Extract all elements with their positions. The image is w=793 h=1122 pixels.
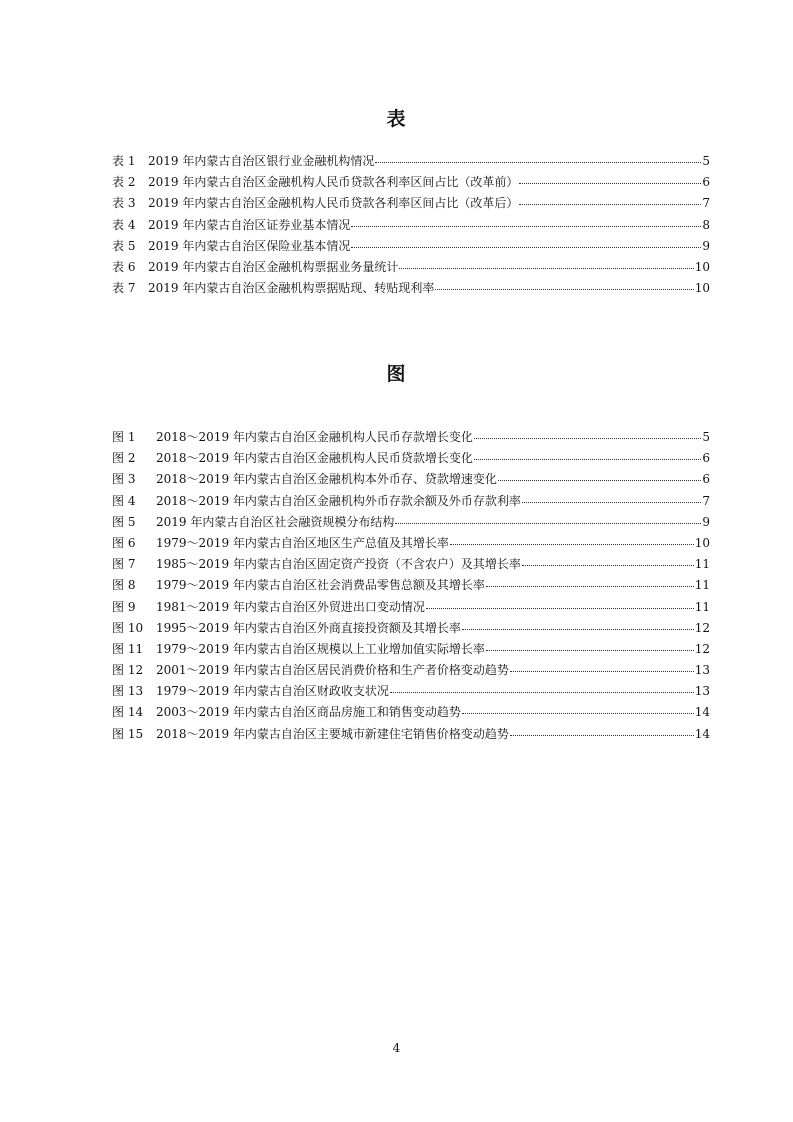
figure-entry-label: 图 2 bbox=[112, 451, 136, 466]
figure-entry-title: 1979～2019 年内蒙古自治区地区生产总值及其增长率 bbox=[156, 535, 449, 550]
table-entry-page: 10 bbox=[694, 259, 710, 274]
figure-entry-title: 1979～2019 年内蒙古自治区社会消费品零售总额及其增长率 bbox=[156, 578, 485, 593]
table-entry[interactable] bbox=[112, 193, 710, 214]
figure-entry-page: 7 bbox=[702, 493, 710, 508]
figure-entry[interactable] bbox=[112, 533, 710, 554]
figure-entry-title: 2018～2019 年内蒙古自治区金融机构人民币存款增长变化 bbox=[156, 430, 473, 444]
table-entry-page: 8 bbox=[702, 217, 710, 232]
dot-leader bbox=[390, 692, 694, 693]
figure-entry[interactable] bbox=[112, 512, 710, 533]
table-entry-page: 6 bbox=[702, 175, 710, 190]
dot-leader bbox=[399, 268, 693, 269]
dot-leader bbox=[395, 523, 701, 524]
figure-entry-page: 11 bbox=[694, 578, 710, 593]
tables-heading: 表 bbox=[386, 108, 407, 130]
dot-leader bbox=[519, 183, 701, 184]
figure-entry-page: 12 bbox=[694, 620, 710, 635]
dot-leader bbox=[510, 735, 694, 736]
table-entry-title: 2019 年内蒙古自治区银行业金融机构情况 bbox=[148, 154, 375, 168]
figure-entry-label: 图 10 bbox=[112, 620, 144, 635]
table-entry[interactable] bbox=[112, 278, 710, 299]
figure-entry-title: 1985～2019 年内蒙古自治区固定资产投资（不含农户）及其增长率 bbox=[156, 557, 521, 572]
dot-leader bbox=[486, 586, 694, 587]
figure-entry-page: 11 bbox=[694, 557, 710, 572]
figure-entry-title: 2018～2019 年内蒙古自治区金融机构外币存款余额及外币存款利率 bbox=[156, 493, 521, 508]
dot-leader bbox=[426, 608, 694, 609]
dot-leader bbox=[351, 247, 701, 248]
table-entry-label: 表 7 bbox=[112, 281, 136, 296]
dot-leader bbox=[450, 544, 694, 545]
table-entry[interactable] bbox=[112, 215, 710, 236]
figure-entry[interactable] bbox=[112, 660, 710, 681]
table-entry-label: 表 1 bbox=[112, 154, 136, 168]
figure-entry-label: 图 5 bbox=[112, 514, 136, 529]
dot-leader bbox=[522, 565, 694, 566]
table-entry-page: 7 bbox=[702, 196, 710, 211]
figure-entry[interactable] bbox=[112, 618, 710, 639]
figure-entry[interactable] bbox=[112, 702, 710, 723]
table-entry-page: 5 bbox=[702, 154, 710, 168]
figures-list bbox=[112, 427, 710, 745]
page-number: 4 bbox=[392, 1041, 401, 1055]
table-entry-title: 2019 年内蒙古自治区金融机构票据贴现、转贴现利率 bbox=[148, 281, 435, 296]
figure-entry-page: 11 bbox=[694, 599, 710, 614]
table-entry[interactable] bbox=[112, 172, 710, 193]
figure-entry-title: 2018～2019 年内蒙古自治区金融机构本外币存、贷款增速变化 bbox=[156, 472, 497, 487]
table-entry-label: 表 6 bbox=[112, 259, 136, 274]
figure-entry-label: 图 14 bbox=[112, 705, 144, 720]
figure-entry[interactable] bbox=[112, 724, 710, 745]
figure-entry-page: 6 bbox=[702, 472, 710, 487]
figure-entry-label: 图 13 bbox=[112, 684, 144, 699]
tables-list bbox=[112, 151, 710, 299]
figure-entry-page: 10 bbox=[694, 535, 710, 550]
figure-entry-page: 14 bbox=[694, 726, 710, 741]
table-entry-title: 2019 年内蒙古自治区金融机构票据业务量统计 bbox=[148, 259, 399, 274]
dot-leader bbox=[462, 713, 694, 714]
table-entry-label: 表 3 bbox=[112, 196, 136, 211]
figure-entry-label: 图 11 bbox=[112, 641, 144, 656]
dot-leader bbox=[519, 204, 701, 205]
table-entry[interactable] bbox=[112, 257, 710, 278]
dot-leader bbox=[510, 671, 694, 672]
figure-entry[interactable] bbox=[112, 448, 710, 469]
dot-leader bbox=[474, 438, 701, 439]
figure-entry[interactable] bbox=[112, 427, 710, 448]
figure-entry-label: 图 12 bbox=[112, 663, 144, 678]
table-entry-title: 2019 年内蒙古自治区金融机构人民币贷款各利率区间占比（改革前） bbox=[148, 175, 519, 190]
figure-entry[interactable] bbox=[112, 597, 710, 618]
figures-heading: 图 bbox=[386, 363, 407, 385]
figure-entry[interactable] bbox=[112, 575, 710, 596]
table-entry-title: 2019 年内蒙古自治区金融机构人民币贷款各利率区间占比（改革后） bbox=[148, 196, 519, 211]
figure-entry-title: 2019 年内蒙古自治区社会融资规模分布结构 bbox=[156, 514, 395, 529]
table-entry-label: 表 4 bbox=[112, 217, 136, 232]
figure-entry-title: 2018～2019 年内蒙古自治区主要城市新建住宅销售价格变动趋势 bbox=[156, 726, 509, 741]
figure-entry[interactable] bbox=[112, 639, 710, 660]
table-entry[interactable] bbox=[112, 236, 710, 257]
figure-entry-page: 5 bbox=[702, 430, 710, 444]
figure-entry-label: 图 15 bbox=[112, 726, 144, 741]
table-entry-page: 10 bbox=[694, 281, 710, 296]
figure-entry-label: 图 6 bbox=[112, 535, 136, 550]
table-entry-label: 表 2 bbox=[112, 175, 136, 190]
dot-leader bbox=[498, 480, 701, 481]
figure-entry-title: 2001～2019 年内蒙古自治区居民消费价格和生产者价格变动趋势 bbox=[156, 663, 509, 678]
dot-leader bbox=[486, 650, 694, 651]
figure-entry-title: 1979～2019 年内蒙古自治区财政收支状况 bbox=[156, 684, 389, 699]
figure-entry[interactable] bbox=[112, 554, 710, 575]
dot-leader bbox=[522, 502, 701, 503]
figure-entry-label: 图 9 bbox=[112, 599, 136, 614]
figure-entry-label: 图 1 bbox=[112, 430, 136, 444]
table-entry-page: 9 bbox=[702, 238, 710, 253]
figure-entry[interactable] bbox=[112, 491, 710, 512]
dot-leader bbox=[474, 459, 701, 460]
figure-entry-page: 13 bbox=[694, 684, 710, 699]
figure-entry-page: 6 bbox=[702, 451, 710, 466]
figure-entry-title: 1995～2019 年内蒙古自治区外商直接投资额及其增长率 bbox=[156, 620, 461, 635]
figure-entry-label: 图 8 bbox=[112, 578, 136, 593]
figure-entry[interactable] bbox=[112, 681, 710, 702]
figure-entry-label: 图 3 bbox=[112, 472, 136, 487]
figure-entry-title: 1979～2019 年内蒙古自治区规模以上工业增加值实际增长率 bbox=[156, 641, 485, 656]
figure-entry-title: 1981～2019 年内蒙古自治区外贸进出口变动情况 bbox=[156, 599, 425, 614]
dot-leader bbox=[435, 289, 693, 290]
table-entry-title: 2019 年内蒙古自治区证券业基本情况 bbox=[148, 217, 351, 232]
figure-entry-title: 2003～2019 年内蒙古自治区商品房施工和销售变动趋势 bbox=[156, 705, 461, 720]
figure-entry-page: 12 bbox=[694, 641, 710, 656]
figure-entry-page: 13 bbox=[694, 663, 710, 678]
figure-entry[interactable] bbox=[112, 469, 710, 490]
table-entry-label: 表 5 bbox=[112, 238, 136, 253]
figure-entry-title: 2018～2019 年内蒙古自治区金融机构人民币贷款增长变化 bbox=[156, 451, 473, 466]
table-entry[interactable] bbox=[112, 151, 710, 172]
figure-entry-label: 图 7 bbox=[112, 557, 136, 572]
dot-leader bbox=[351, 226, 701, 227]
dot-leader bbox=[462, 629, 694, 630]
table-entry-title: 2019 年内蒙古自治区保险业基本情况 bbox=[148, 238, 351, 253]
figure-entry-page: 14 bbox=[694, 705, 710, 720]
figure-entry-page: 9 bbox=[702, 514, 710, 529]
dot-leader bbox=[375, 162, 701, 163]
figure-entry-label: 图 4 bbox=[112, 493, 136, 508]
